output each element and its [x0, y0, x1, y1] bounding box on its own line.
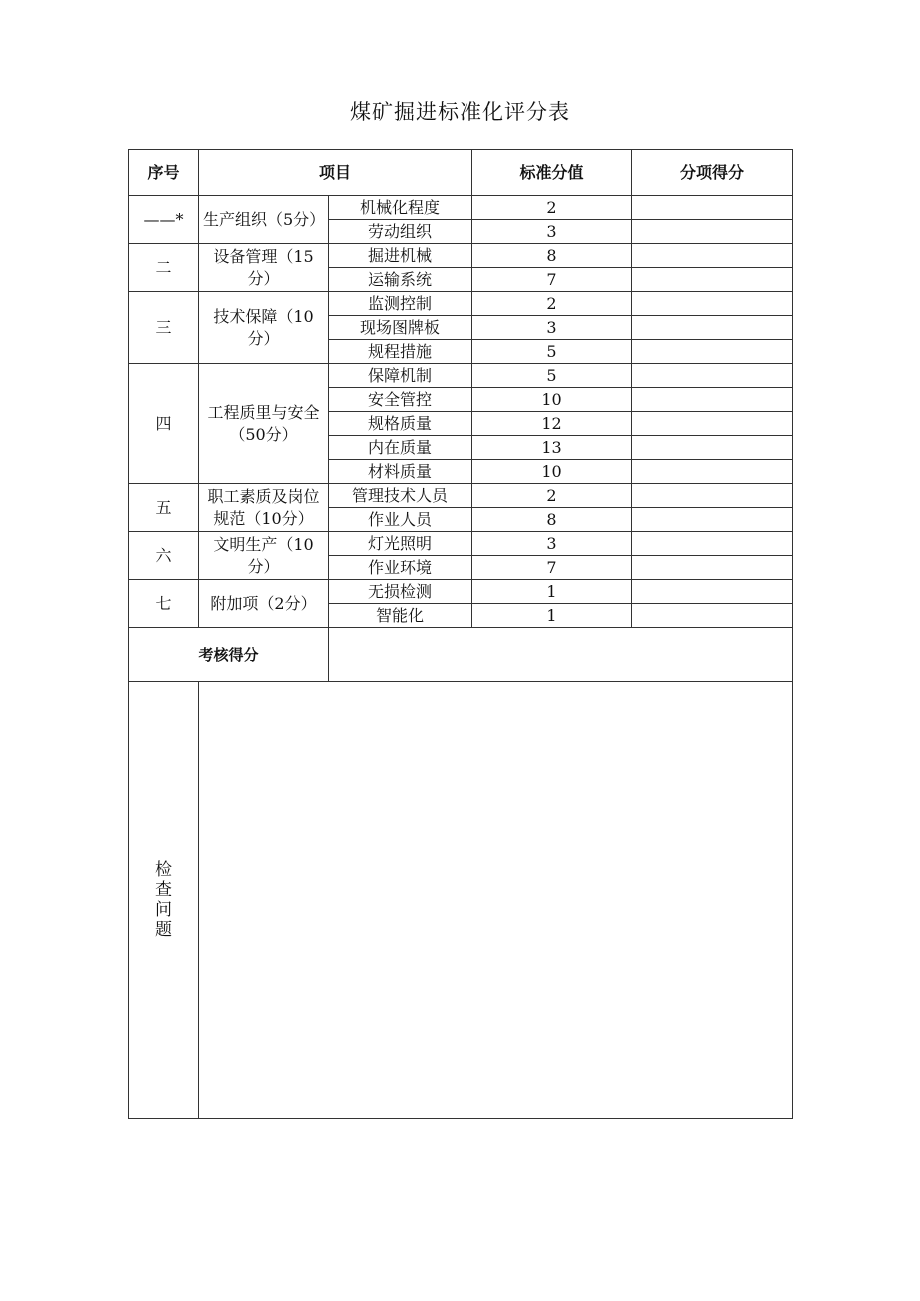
standard-value-cell: 7	[472, 556, 632, 580]
item-score-input[interactable]	[632, 556, 793, 580]
issues-label: 检查问题	[155, 859, 172, 940]
category-cell: 职工素质及岗位规范（10分）	[199, 484, 329, 532]
item-score-input[interactable]	[632, 580, 793, 604]
item-score-input[interactable]	[632, 436, 793, 460]
table-row	[129, 292, 793, 316]
standard-value-cell: 5	[472, 364, 632, 388]
item-name-cell: 安全管控	[329, 388, 472, 412]
standard-value-cell: 2	[472, 484, 632, 508]
item-name-cell: 规格质量	[329, 412, 472, 436]
item-score-input[interactable]	[632, 364, 793, 388]
category-cell: 生产组织（5分）	[199, 196, 329, 244]
table-row	[129, 364, 793, 388]
standard-value-cell: 10	[472, 388, 632, 412]
issues-input[interactable]	[199, 682, 793, 1119]
item-name-cell: 灯光照明	[329, 532, 472, 556]
standard-value-cell: 8	[472, 244, 632, 268]
header-item: 项目	[199, 150, 472, 196]
category-cell: 技术保障（10分）	[199, 292, 329, 364]
seq-cell: 五	[129, 484, 199, 532]
item-name-cell: 作业人员	[329, 508, 472, 532]
standard-value-cell: 3	[472, 316, 632, 340]
item-score-input[interactable]	[632, 340, 793, 364]
table-row	[129, 580, 793, 604]
seq-cell: 六	[129, 532, 199, 580]
item-name-cell: 材料质量	[329, 460, 472, 484]
total-row	[129, 628, 793, 682]
item-score-input[interactable]	[632, 604, 793, 628]
header-row	[129, 150, 793, 196]
item-score-input[interactable]	[632, 220, 793, 244]
item-name-cell: 管理技术人员	[329, 484, 472, 508]
item-name-cell: 运输系统	[329, 268, 472, 292]
item-name-cell: 无损检测	[329, 580, 472, 604]
standard-value-cell: 1	[472, 580, 632, 604]
item-score-input[interactable]	[632, 412, 793, 436]
item-name-cell: 智能化	[329, 604, 472, 628]
item-score-input[interactable]	[632, 244, 793, 268]
standard-value-cell: 3	[472, 532, 632, 556]
item-name-cell: 保障机制	[329, 364, 472, 388]
seq-cell: 二	[129, 244, 199, 292]
item-score-input[interactable]	[632, 388, 793, 412]
standard-value-cell: 5	[472, 340, 632, 364]
header-score: 分项得分	[632, 150, 793, 196]
score-table	[128, 149, 793, 1119]
header-seq: 序号	[129, 150, 199, 196]
item-score-input[interactable]	[632, 460, 793, 484]
standard-value-cell: 3	[472, 220, 632, 244]
table-row	[129, 484, 793, 508]
category-cell: 附加项（2分）	[199, 580, 329, 628]
table-row	[129, 196, 793, 220]
page-title: 煤矿掘进标准化评分表	[350, 100, 570, 124]
standard-value-cell: 13	[472, 436, 632, 460]
item-score-input[interactable]	[632, 484, 793, 508]
table-row	[129, 532, 793, 556]
header-standard: 标准分值	[472, 150, 632, 196]
standard-value-cell: 8	[472, 508, 632, 532]
item-name-cell: 劳动组织	[329, 220, 472, 244]
standard-value-cell: 12	[472, 412, 632, 436]
category-cell: 文明生产（10分）	[199, 532, 329, 580]
issues-label-cell	[129, 682, 199, 1119]
category-cell: 工程质里与安全（50分）	[199, 364, 329, 484]
item-name-cell: 掘进机械	[329, 244, 472, 268]
standard-value-cell: 7	[472, 268, 632, 292]
issues-row	[129, 682, 793, 1119]
item-score-input[interactable]	[632, 508, 793, 532]
item-score-input[interactable]	[632, 268, 793, 292]
table-row	[129, 244, 793, 268]
item-name-cell: 现场图牌板	[329, 316, 472, 340]
item-name-cell: 规程措施	[329, 340, 472, 364]
item-name-cell: 作业环境	[329, 556, 472, 580]
category-cell: 设备管理（15分）	[199, 244, 329, 292]
standard-value-cell: 10	[472, 460, 632, 484]
standard-value-cell: 2	[472, 292, 632, 316]
item-name-cell: 机械化程度	[329, 196, 472, 220]
item-score-input[interactable]	[632, 316, 793, 340]
seq-cell: ——*	[129, 196, 199, 244]
item-score-input[interactable]	[632, 292, 793, 316]
seq-cell: 四	[129, 364, 199, 484]
total-score-input[interactable]	[329, 628, 793, 682]
total-label: 考核得分	[129, 628, 329, 682]
seq-cell: 七	[129, 580, 199, 628]
standard-value-cell: 2	[472, 196, 632, 220]
seq-cell: 三	[129, 292, 199, 364]
standard-value-cell: 1	[472, 604, 632, 628]
item-score-input[interactable]	[632, 532, 793, 556]
item-name-cell: 内在质量	[329, 436, 472, 460]
item-score-input[interactable]	[632, 196, 793, 220]
item-name-cell: 监测控制	[329, 292, 472, 316]
